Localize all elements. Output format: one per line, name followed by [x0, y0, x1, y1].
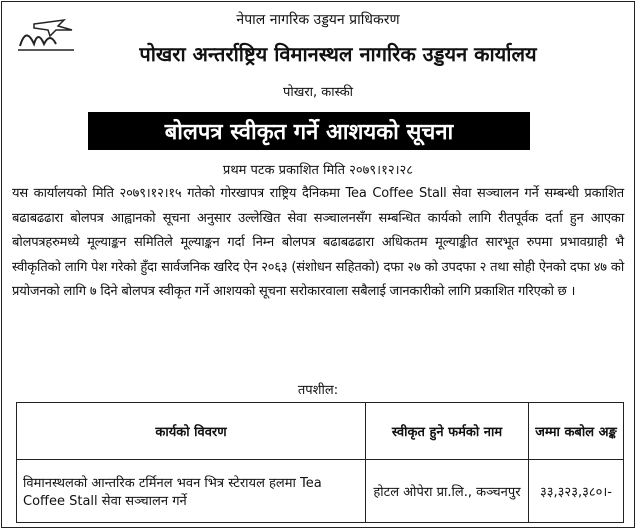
col-header-amount: जम्मा कबोल अङ्क — [529, 403, 624, 460]
details-label: तपशील: — [297, 383, 339, 398]
notice-frame — [1, 1, 635, 528]
notice-title: बोलपत्र स्वीकृत गर्ने आशयको सूचना — [88, 112, 530, 150]
notice-body: यस कार्यालयको मिति २०७९।१२।१५ गतेको गोरखापत्र राष्ट्रिय दैनिकमा Tea Coffee Stall सेवा सञ्चालन गर्ने सम्बन्धी प्रकाशित बढाबढढारा बोलपत्र आह्वानको सूचना अनुसार उल्लेखित सेवा सञ्चालनसँग सम्बन्धित कार्यको लागि रीतपूर्वक दर्ता हुन आएका बोलपत्रहरुमध्ये मूल्याङ्कन समितिले मूल्याङ्कन गर्दा निम्न बोलपत्र बढाबढढारा अधिकतम मूल्याङ्कीत सारभूत रुपमा प्रभावग्राही भै स्वीकृतिको लागि पेश गरेको हुँदा सार्वजनिक खरिद ऐन २०६३ (संशोधन सहितको) दफा २७ को उपदफा २ तथा सोही ऐनको दफा ४७ को प्रयोजनको लागि ७ दिने बोलपत्र स्वीकृत गर्ने आशयको सूचना सरोकारवाला सबैलाई जानकारीको लागि प्रकाशित गरिएको छ । — [12, 186, 624, 299]
cell-description: विमानस्थलको आन्तरिक टर्मिनल भवन भित्र स्टेरायल हलमा Tea Coffee Stall सेवा सञ्चालन गर्ने — [17, 460, 366, 523]
col-header-description: कार्यको विवरण — [17, 403, 366, 460]
office-location: पोखरा, कास्की — [282, 85, 354, 100]
authority-name: नेपाल नागरिक उड्डयन प्राधिकरण — [236, 12, 400, 28]
table-row — [17, 460, 624, 523]
publication-date: प्रथम पटक प्रकाशित मिति २०७९।१२।२८ — [222, 163, 414, 178]
col-header-firm: स्वीकृत हुने फर्मको नाम — [366, 403, 529, 460]
table-header-row — [17, 403, 624, 460]
office-name: पोखरा अन्तर्राष्ट्रिय विमानस्थल नागरिक उड्डयन कार्यालय — [139, 42, 537, 66]
cell-firm: होटल ओपेरा प्रा.लि., कञ्चनपुर — [366, 460, 529, 523]
award-table — [16, 402, 624, 523]
cell-amount: ३३,३२३,३८०।- — [529, 460, 624, 523]
